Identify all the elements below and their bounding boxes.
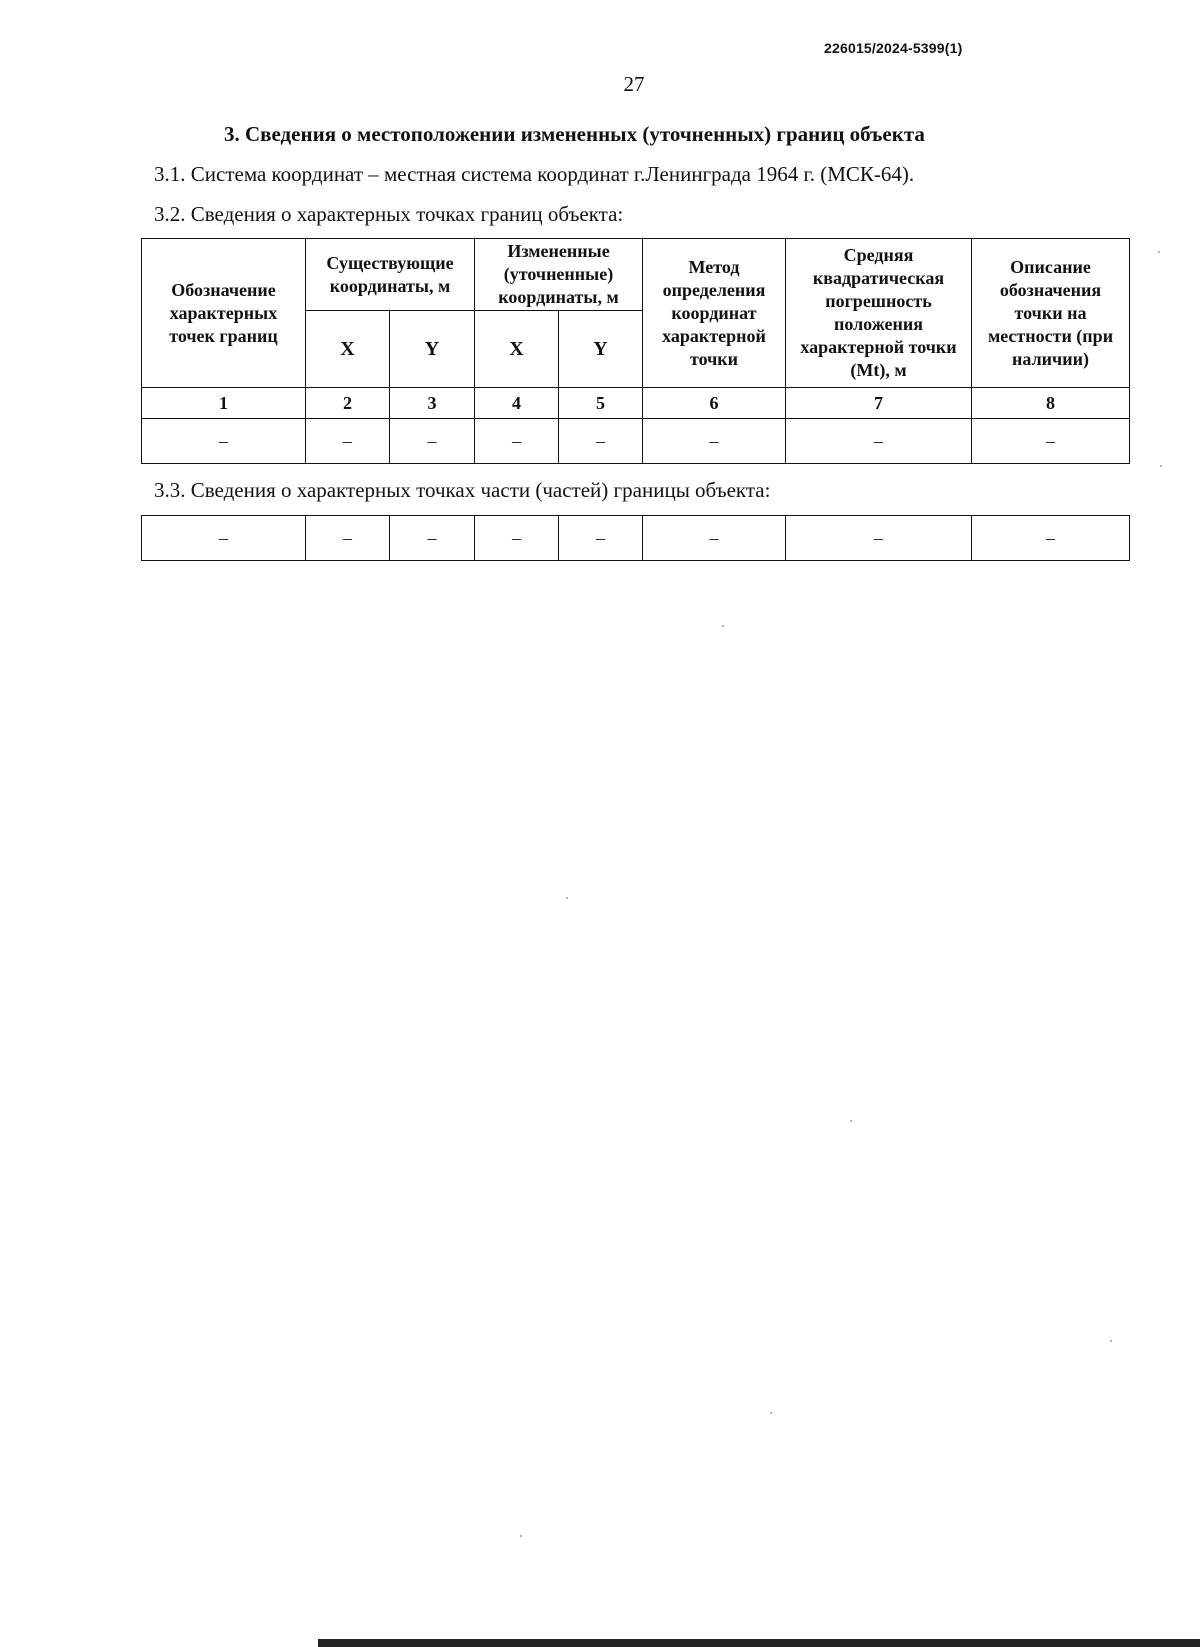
- header-method: Метод определения координат характерной точки: [643, 239, 786, 388]
- header-point-description: Описание обозначения точки на местности (при наличии): [972, 239, 1130, 388]
- scan-speck: [1110, 1340, 1112, 1342]
- coordinate-system-paragraph: 3.1. Система координат – местная система координат г.Ленинграда 1964 г. (МСК-64).: [154, 162, 915, 186]
- column-number: 4: [475, 388, 559, 419]
- header-existing-y: Y: [390, 311, 475, 388]
- table-cell: –: [972, 516, 1130, 561]
- boundary-points-table: [141, 238, 1130, 464]
- scan-speck: [566, 897, 568, 899]
- header-mean-square-error: Средняя квадратическая погрешность положения характерной точки (Mt), м: [786, 239, 972, 388]
- column-number: 1: [142, 388, 306, 419]
- scan-speck: [520, 1535, 522, 1537]
- column-number-row: [142, 388, 1130, 419]
- table-cell: –: [559, 419, 643, 464]
- document-number: 226015/2024-5399(1): [824, 40, 963, 56]
- table-cell: –: [306, 419, 390, 464]
- table-cell: –: [643, 419, 786, 464]
- column-number: 8: [972, 388, 1130, 419]
- column-number: 6: [643, 388, 786, 419]
- table-cell: –: [786, 516, 972, 561]
- header-changed-x: X: [475, 311, 559, 388]
- column-number: 3: [390, 388, 475, 419]
- header-existing-x: X: [306, 311, 390, 388]
- table-cell: –: [972, 419, 1130, 464]
- header-designation: Обозначение характерных точек границ: [142, 239, 306, 388]
- section-title: 3. Сведения о местоположении измененных (уточненных) границ объекта: [224, 122, 925, 146]
- table-cell: –: [475, 516, 559, 561]
- table-cell: –: [390, 516, 475, 561]
- column-number: 7: [786, 388, 972, 419]
- boundary-parts-table: [141, 515, 1130, 561]
- boundary-parts-paragraph: 3.3. Сведения о характерных точках части (частей) границы объекта:: [154, 478, 771, 502]
- table-cell: –: [559, 516, 643, 561]
- table-cell: –: [390, 419, 475, 464]
- scan-speck: [850, 1120, 852, 1122]
- scan-speck: [770, 1412, 772, 1414]
- table-cell: –: [786, 419, 972, 464]
- table-cell: –: [142, 516, 306, 561]
- header-changed-y: Y: [559, 311, 643, 388]
- page-number: 27: [623, 72, 645, 96]
- table-cell: –: [475, 419, 559, 464]
- column-number: 2: [306, 388, 390, 419]
- table-cell: –: [142, 419, 306, 464]
- table-row: [142, 419, 1130, 464]
- scan-speck: [1160, 465, 1162, 467]
- table-row: [142, 516, 1130, 561]
- scan-speck: [1158, 251, 1160, 253]
- scan-speck: [722, 625, 724, 627]
- header-existing-coordinates: Существующие координаты, м: [306, 239, 475, 311]
- header-changed-coordinates: Измененные (уточненные) координаты, м: [475, 239, 643, 311]
- boundary-points-paragraph: 3.2. Сведения о характерных точках границ объекта:: [154, 202, 624, 226]
- scan-edge-bar: [318, 1639, 1200, 1647]
- column-number: 5: [559, 388, 643, 419]
- table-cell: –: [643, 516, 786, 561]
- table-cell: –: [306, 516, 390, 561]
